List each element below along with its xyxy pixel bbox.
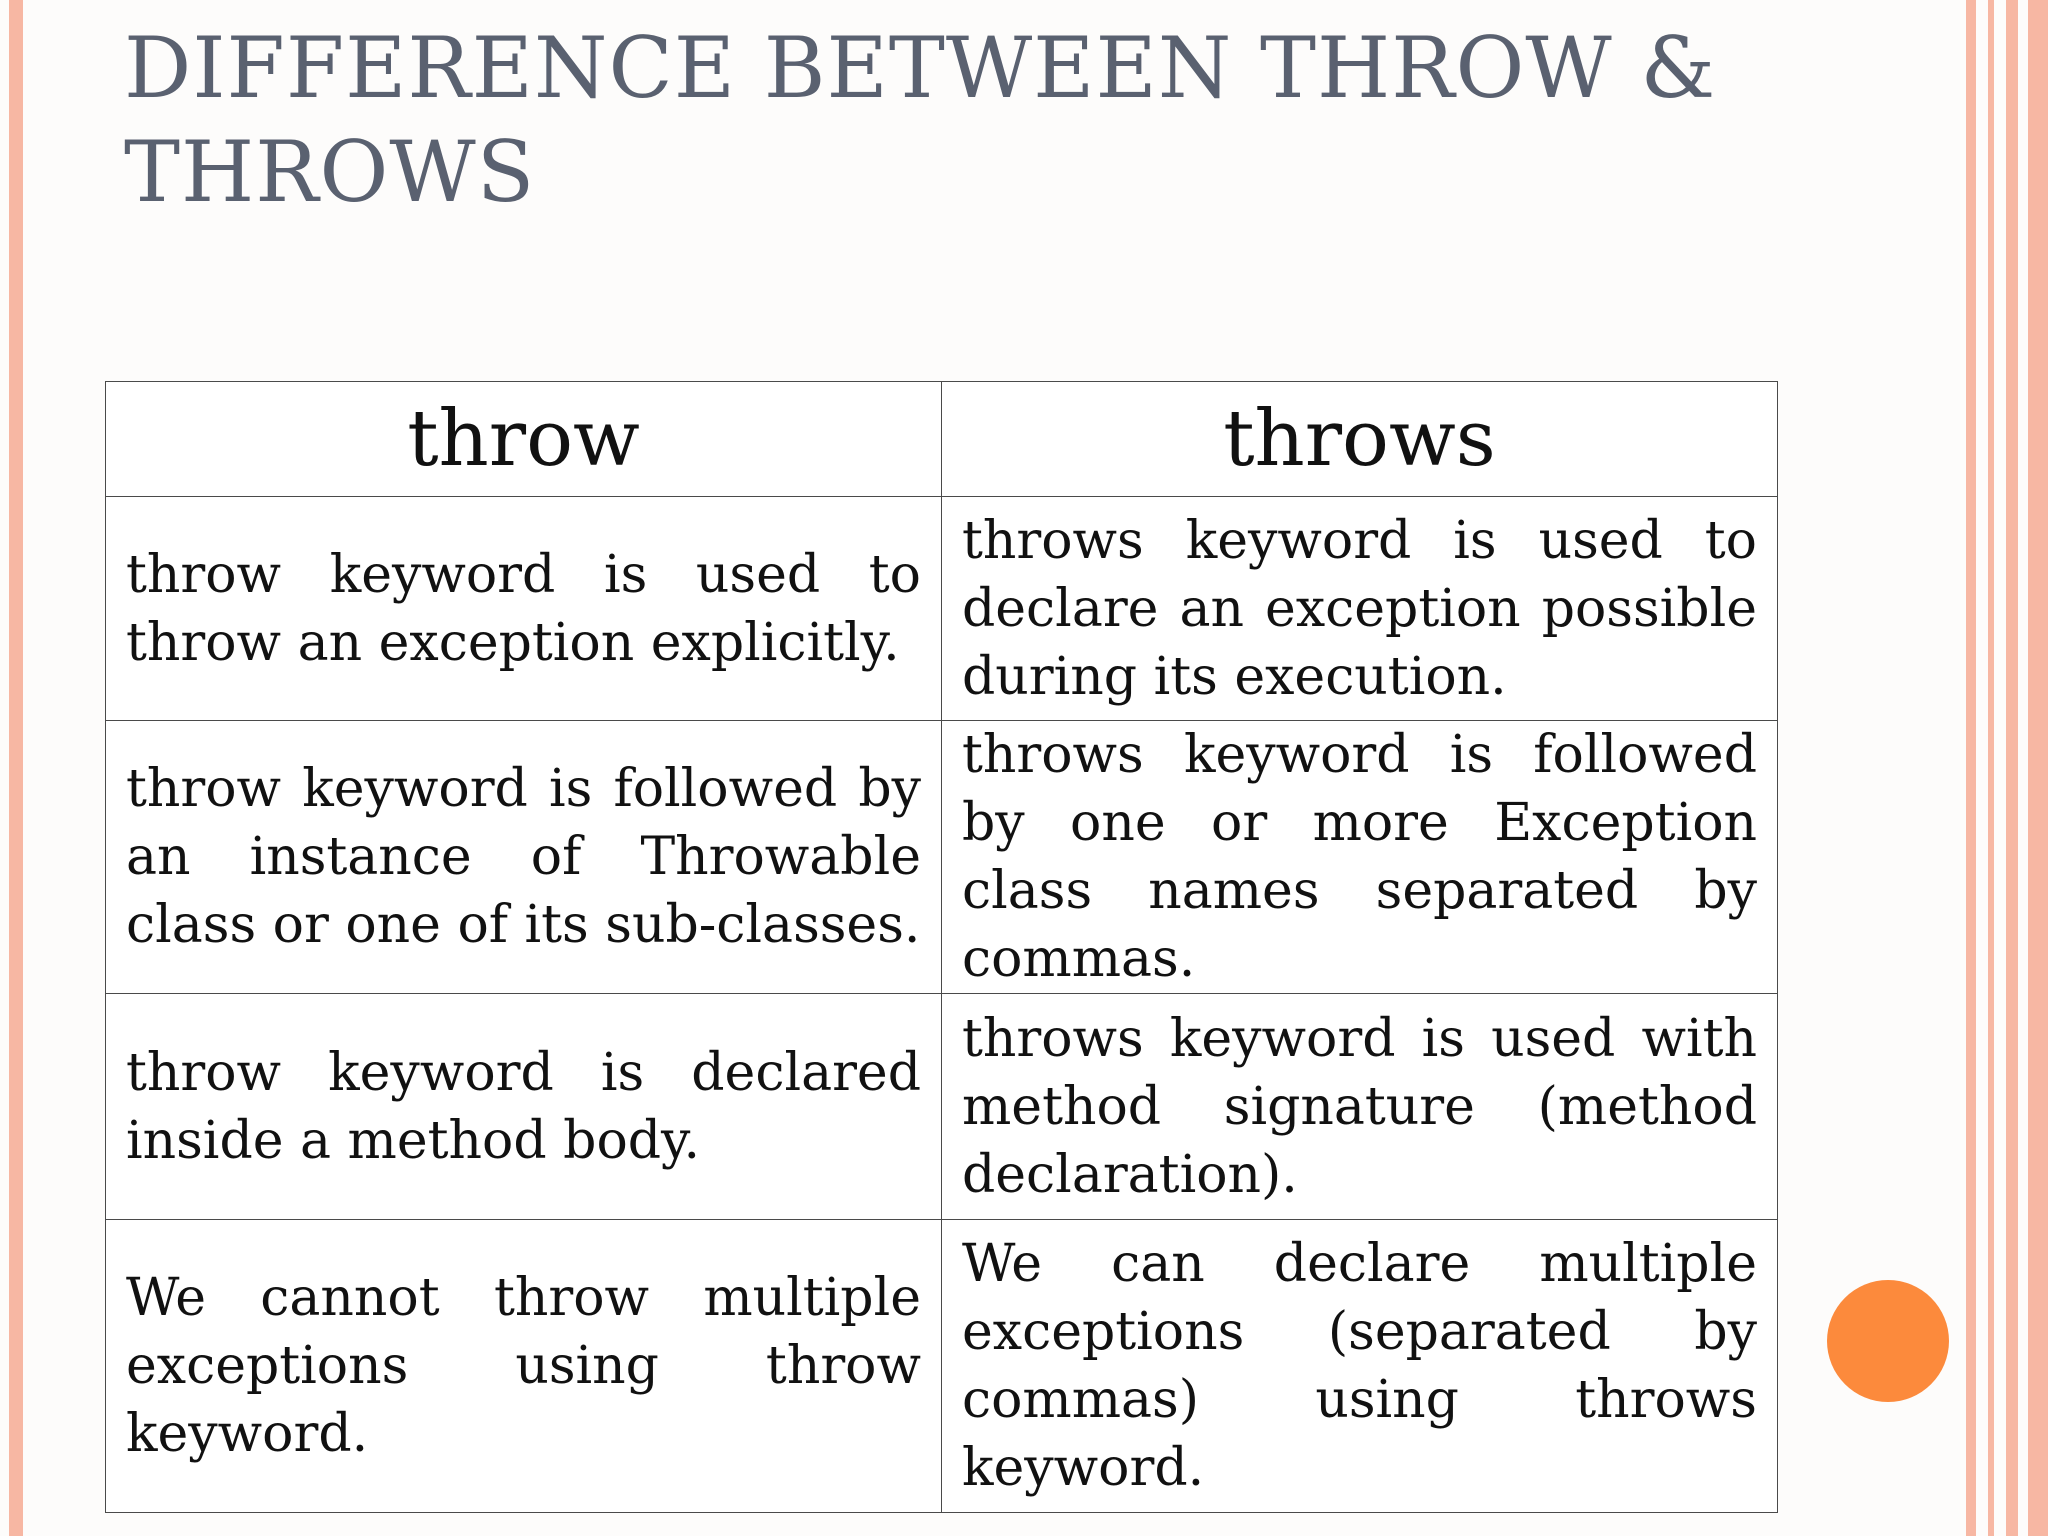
- table-cell: We can declare multiple exceptions (separated by commas) using throws keyword.: [942, 1220, 1778, 1513]
- table-cell: throw keyword is declared inside a method body.: [106, 994, 942, 1220]
- table-cell: throws keyword is used with method signature (method declaration).: [942, 994, 1778, 1220]
- stripe: [2006, 0, 2018, 1536]
- stripe: [1966, 0, 1976, 1536]
- table-cell: throw keyword is followed by an instance of Throwable class or one of its sub-classes.: [106, 721, 942, 994]
- column-header-throws: throws: [942, 382, 1778, 497]
- slide-title: DIFFERENCE BETWEEN THROW & THROWS: [124, 19, 1717, 221]
- table-row: [106, 721, 1778, 994]
- table-header-row: [106, 382, 1778, 497]
- stripe: [1988, 0, 1994, 1536]
- column-header-throw: throw: [106, 382, 942, 497]
- orange-circle-decoration: [1827, 1280, 1949, 1402]
- stripe: [2028, 0, 2048, 1536]
- right-decorative-stripes: [1966, 0, 2048, 1536]
- table-cell: throw keyword is used to throw an exception explicitly.: [106, 497, 942, 721]
- table-cell: We cannot throw multiple exceptions using throw keyword.: [106, 1220, 942, 1513]
- table-row: [106, 497, 1778, 721]
- comparison-table: [105, 381, 1778, 1513]
- table-cell: throws keyword is followed by one or more Exception class names separated by commas.: [942, 721, 1778, 994]
- table-row: [106, 1220, 1778, 1513]
- table-row: [106, 994, 1778, 1220]
- table-cell: throws keyword is used to declare an exception possible during its execution.: [942, 497, 1778, 721]
- left-decorative-bar: [9, 0, 23, 1536]
